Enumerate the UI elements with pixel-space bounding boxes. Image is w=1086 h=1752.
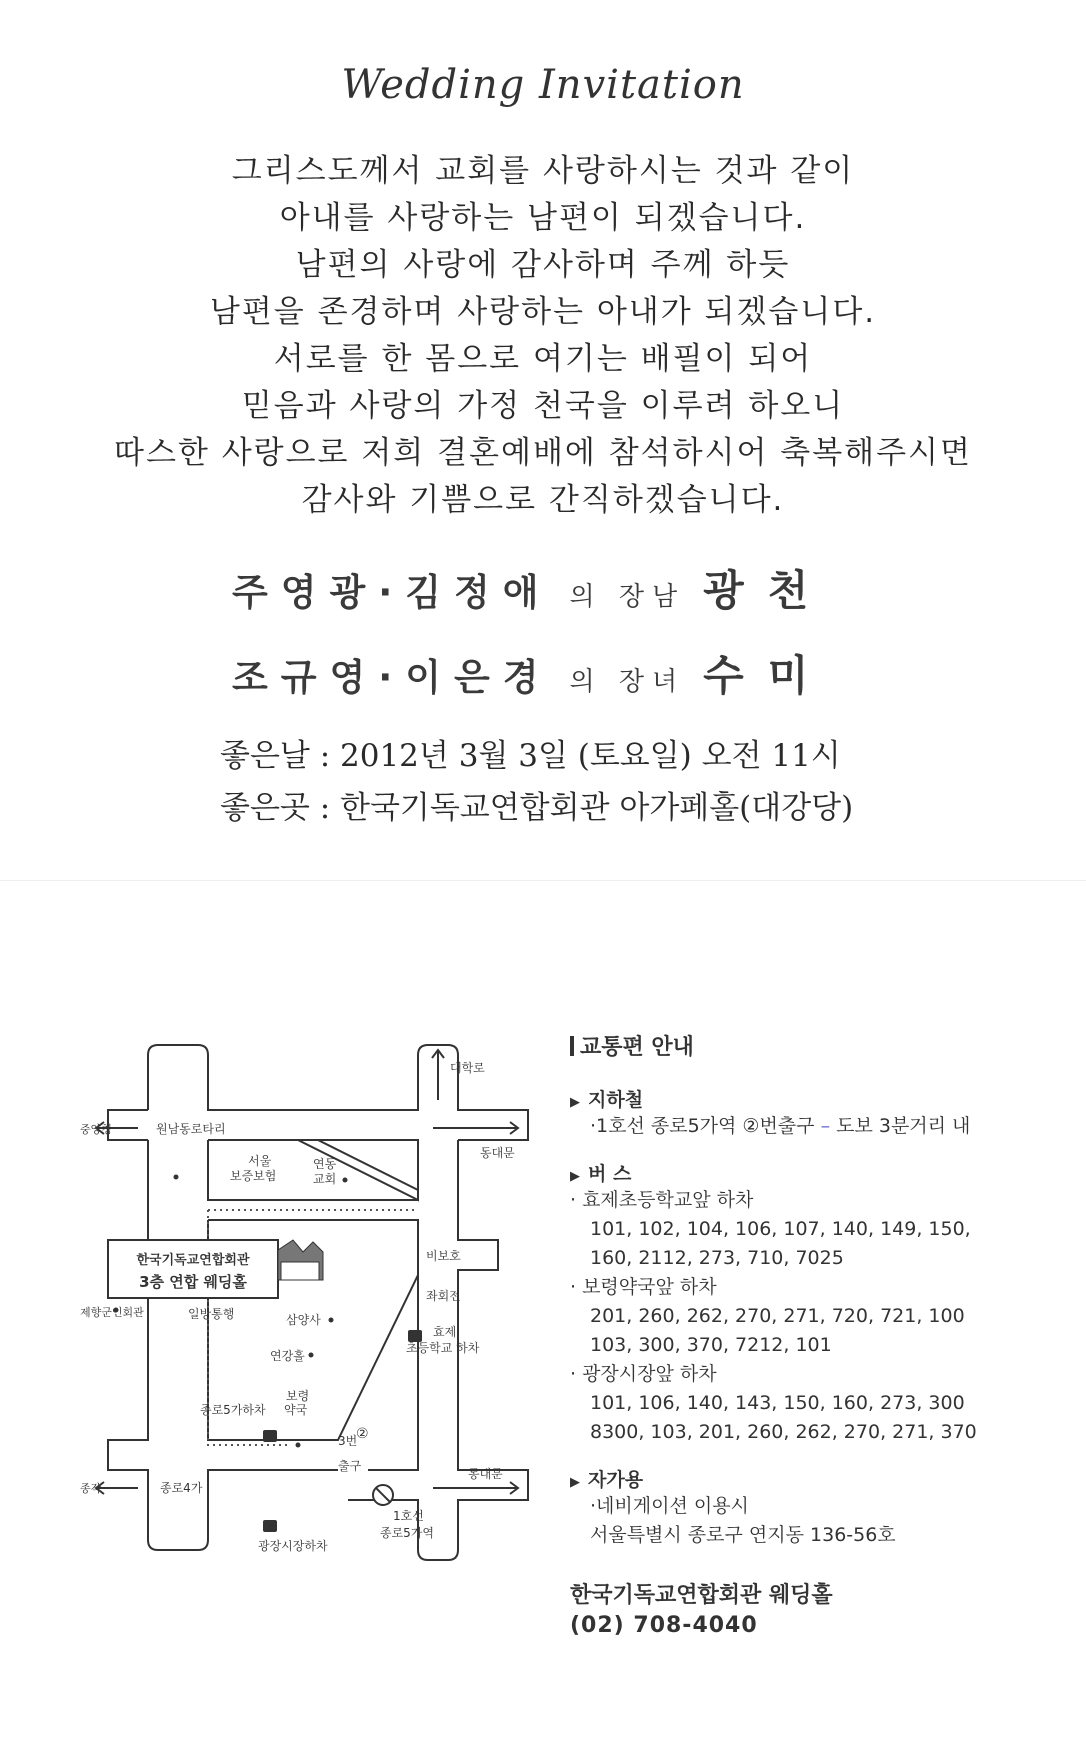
car-address: 서울특별시 종로구 연지동 136-56호: [590, 1524, 896, 1546]
bus-routes: 101, 102, 104, 106, 107, 140, 149, 150,: [590, 1218, 971, 1240]
label-wonnam: 원남동로타리: [156, 1122, 226, 1136]
subway-directions: ·1호선 종로5가역 ②번출구 – 도보 3분거리 내: [590, 1115, 971, 1137]
poem-line: 남편의 사랑에 감사하며 주께 하듯: [295, 247, 791, 283]
label-dongdaemun-bottom: 동대문: [468, 1467, 503, 1481]
bus-routes: 101, 106, 140, 143, 150, 160, 273, 300: [590, 1392, 965, 1414]
label-bojeung: 보증보험: [230, 1169, 277, 1183]
invitation-poem: [0, 148, 1086, 524]
place-label: 좋은곳: [220, 790, 310, 826]
label-samban: 3번: [338, 1434, 358, 1448]
location-map: [80, 1040, 548, 1640]
date-label: 좋은날: [220, 738, 310, 774]
poem-line: 믿음과 사랑의 가정 천국을 이루려 하오니: [241, 388, 845, 424]
groom-name: 광천: [703, 566, 833, 615]
label-jongro4: 종로4가: [160, 1481, 203, 1495]
bus-section: ▶ 버 스: [570, 1163, 632, 1185]
bride-name: 수미: [703, 651, 833, 700]
poem-line: 서로를 한 몸으로 여기는 배필이 되어: [273, 341, 813, 377]
bride-relation: 의 장녀: [569, 667, 686, 697]
label-line1: 1호선: [393, 1509, 424, 1523]
poem-line: 따스한 사랑으로 저희 결혼예배에 참석하시어 축복해주시면: [114, 435, 972, 471]
heading-bar: [570, 1036, 574, 1056]
bride-line: [232, 643, 872, 703]
venue-phone[interactable]: (02) 708-4040: [570, 1613, 758, 1638]
label-jonggak: 종각: [80, 1482, 102, 1495]
bus-stop: · 효제초등학교앞 하차: [570, 1189, 754, 1211]
label-samyang: 삼양사: [286, 1313, 321, 1327]
transit-guide: [570, 1030, 1070, 1638]
bus-stop: · 광장시장앞 하차: [570, 1363, 717, 1385]
label-circled-two: ②: [356, 1426, 369, 1442]
church-building-icon: [278, 1240, 323, 1280]
invitation-title: Wedding Invitation: [341, 62, 745, 108]
poem-line: 그리스도께서 교회를 사랑하시는 것과 같이: [231, 153, 855, 189]
card-fold: [0, 880, 1086, 881]
date-value: 2012년 3월 3일 (토요일) 오전 11시: [340, 738, 841, 774]
bride-parents: 조규영·이은경: [232, 656, 552, 699]
wedding-date: 좋은날 : 2012년 3월 3일 (토요일) 오전 11시: [220, 738, 841, 774]
label-hyoje-school: 초등학교 하차: [406, 1341, 480, 1355]
label-jwahoejeon: 좌회전: [426, 1289, 461, 1303]
label-jongro5-station: 종로5가역: [380, 1526, 435, 1540]
label-jongro5-bus: 종로5가하차: [200, 1403, 266, 1417]
poem-line: 감사와 기쁨으로 간직하겠습니다.: [301, 482, 785, 518]
label-boryeong: 보령: [286, 1389, 310, 1403]
venue-box-line1: 한국기독교연합회관: [136, 1253, 250, 1268]
bus-routes: 160, 2112, 273, 710, 7025: [590, 1247, 844, 1269]
bus-routes: 8300, 103, 201, 260, 262, 270, 271, 370: [590, 1421, 977, 1443]
poem-line: 남편을 존경하며 사랑하는 아내가 되겠습니다.: [209, 294, 877, 330]
label-gyohoe: 교회: [313, 1172, 337, 1186]
label-jungangcheong: 중앙청: [80, 1123, 112, 1136]
label-daehakro: 대학로: [450, 1061, 485, 1075]
transit-heading: 교통편 안내: [570, 1030, 1070, 1061]
groom-parents: 주영광·김정애: [232, 571, 552, 614]
triangle-icon: ▶: [570, 1095, 580, 1110]
venue-box-line2: 3층 연합 웨딩홀: [139, 1273, 247, 1291]
bus-stop: · 보령약국앞 하차: [570, 1276, 717, 1298]
label-chulgu: 출구: [338, 1459, 362, 1473]
label-gwangjang-bus: 광장시장하차: [258, 1539, 328, 1553]
label-ilbang: 일방통행: [188, 1307, 235, 1321]
bus-routes: 201, 260, 262, 270, 271, 720, 721, 100: [590, 1305, 965, 1327]
venue-name: 한국기독교연합회관 웨딩홀: [570, 1583, 833, 1608]
label-yakguk: 약국: [284, 1403, 308, 1417]
label-jehyang: 제향군인회관: [80, 1306, 144, 1319]
groom-relation: 의 장남: [569, 582, 686, 612]
label-dongdaemun-top: 동대문: [480, 1146, 515, 1160]
label-bibo: 비보호: [426, 1249, 461, 1263]
subway-section: ▶ 지하철: [570, 1089, 644, 1111]
wedding-place: 좋은곳 : 한국기독교연합회관 아가페홀(대강당): [220, 790, 854, 826]
triangle-icon: ▶: [570, 1169, 580, 1184]
car-section: ▶ 자가용: [570, 1469, 644, 1491]
label-seoul: 서울: [248, 1154, 272, 1168]
label-hyoje: 효제: [433, 1325, 457, 1339]
groom-line: [232, 558, 872, 618]
label-yeongang: 연강홀: [270, 1349, 305, 1363]
place-value: 한국기독교연합회관 아가페홀(대강당): [340, 790, 854, 826]
car-navigation: ·네비게이션 이용시: [590, 1495, 749, 1517]
bus-routes: 103, 300, 370, 7212, 101: [590, 1334, 832, 1356]
label-yeondong: 연동: [313, 1157, 337, 1171]
triangle-icon: ▶: [570, 1475, 580, 1490]
poem-line: 아내를 사랑하는 남편이 되겠습니다.: [279, 200, 807, 236]
